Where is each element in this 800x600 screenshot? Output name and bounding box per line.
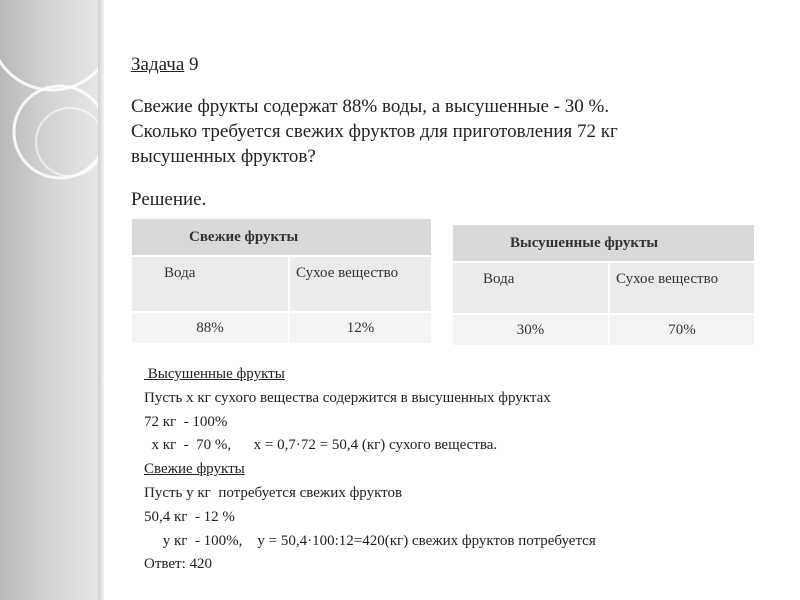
problem-text xyxy=(131,94,771,169)
decorative-sidebar xyxy=(0,0,98,600)
dried-val-water: 30% xyxy=(452,314,609,346)
dried-table-title: Высушенные фрукты xyxy=(452,224,755,262)
dried-val-dry: 70% xyxy=(609,314,755,346)
problem-line: высушенных фруктов? xyxy=(131,146,316,167)
solution-line: х кг - 70 %, х = 0,7·72 = 50,4 (кг) сухого вещества. xyxy=(144,437,498,454)
problem-line: Свежие фрукты содержат 88% воды, а высушенные - 30 %. xyxy=(131,96,610,117)
solution-line: 50,4 кг - 12 % xyxy=(144,508,235,525)
solution-line: у кг - 100%, у = 50,4·100:12=420(кг) свежих фруктов потребуется xyxy=(144,532,596,549)
fresh-col-water: Вода xyxy=(131,256,289,312)
fresh-fruits-table xyxy=(130,217,433,345)
problem-line: Сколько требуется свежих фруктов для приготовления 72 кг xyxy=(131,121,618,142)
solution-line: 72 кг - 100% xyxy=(144,413,228,430)
fresh-val-dry: 12% xyxy=(289,312,432,344)
task-number: 9 xyxy=(189,54,199,75)
dried-col-dry: Сухое вещество xyxy=(609,262,755,314)
answer-line: Ответ: 420 xyxy=(144,556,213,573)
dried-col-water: Вода xyxy=(452,262,609,314)
solution-body xyxy=(144,363,596,577)
solution-label: Решение. xyxy=(131,189,207,210)
fresh-col-dry: Сухое вещество xyxy=(289,256,432,312)
fresh-table-title: Свежие фрукты xyxy=(131,218,432,256)
dried-heading: Высушенные фрукты xyxy=(144,366,285,382)
solution-line: Пусть у кг потребуется свежих фруктов xyxy=(144,484,403,501)
fresh-val-water: 88% xyxy=(131,312,289,344)
solution-line: Пусть х кг сухого вещества содержится в высушенных фруктах xyxy=(144,389,551,406)
task-title xyxy=(131,54,199,76)
dried-fruits-table xyxy=(451,223,756,347)
task-label: Задача xyxy=(131,54,185,75)
circles-ornament xyxy=(0,0,98,600)
fresh-heading: Свежие фрукты xyxy=(144,461,245,478)
sidebar-edge xyxy=(98,0,104,600)
